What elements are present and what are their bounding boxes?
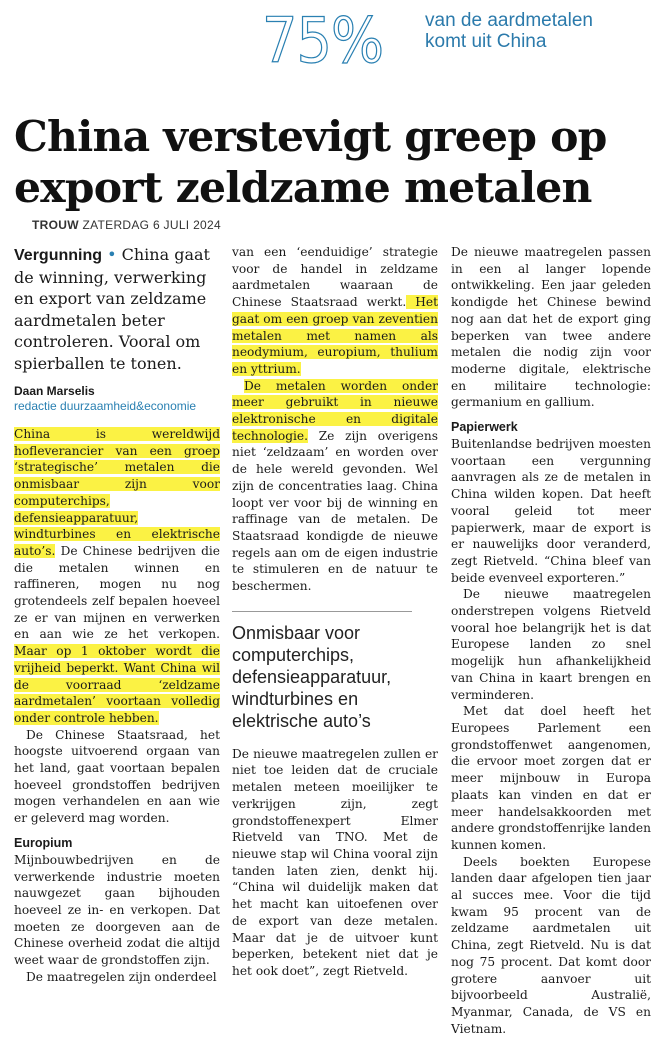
column-1	[14, 244, 220, 986]
stat-caption: van de aardmetalen komt uit China	[425, 10, 593, 52]
highlight: Maar op 1 oktober wordt die vrijheid beperkt. Want China wil de voorraad ‘zeldzame aardmetalen’ voortaan volledig onder controle hebben.	[14, 644, 220, 725]
lead-label: Vergunning	[14, 247, 102, 264]
highlight: De metalen worden onder meer gebruikt in nieuwe elektronische en digitale technologie.	[232, 378, 438, 443]
paragraph	[14, 426, 220, 727]
paragraph	[232, 244, 438, 378]
pull-quote-text: Onmisbaar voor computerchips, defensieapparatuur, windturbines en elektrische auto’s	[232, 622, 392, 731]
highlight: Het gaat om een groep van zeventien metalen met namen als neodymium, europium, thulium en yttrium.	[232, 295, 438, 376]
column-3	[451, 244, 651, 1037]
paragraph: De nieuwe maatregelen onderstrepen volgens Rietveld vooral hoe belangrijk het is dat Europese landen zo snel mogelijk hun afhankelijkheid van China in kaart brengen en verminderen.	[451, 587, 651, 702]
paragraph: De maatregelen zijn onderdeel	[26, 969, 217, 984]
paragraph: De nieuwe maatregelen zullen er niet toe leiden dat de cruciale metalen meteen moeilijker te verkrijgen zijn, zegt grondstoffenexpert Elmer Rietveld van TNO. Met de nieuwe stap wil China vooral zijn tanden laten zien, denkt hij. “China wil duidelijk maken dat het macht kan uitoefenen over de export van deze metalen. Maar dat je de uitvoer kunt beperken, betekent niet dat je het ook doet”, zegt Rietveld.	[232, 746, 438, 978]
text: De Chinese bedrijven die die metalen winnen en raffineren, mogen nu nog grotendeels zelf bepalen hoeveel ze er van mijnen en verwerken en aan wie ze het verkopen.	[14, 543, 220, 642]
paper-name: TROUW	[32, 218, 79, 232]
publication-date: ZATERDAG 6 JULI 2024	[82, 218, 221, 232]
pull-quote	[232, 611, 412, 732]
paragraph: Deels boekten Europese landen daar afgelopen tien jaar al succes mee. Voor die tijd kwam 95 procent van de zeldzame aardmetalen uit China, zegt Rietveld. Nu is dat nog 75 procent. Dat komt door grotere aanvoer uit bijvoorbeeld Australië, Myanmar, Canada, de VS en Vietnam.	[451, 854, 651, 1036]
source-line	[32, 218, 221, 232]
text: Ze zijn overigens niet ‘zeldzaam’ en worden over de hele wereld gevonden. Wel zijn de concentraties laag. China loopt ver voor bij de winning en raffinage van de metalen. De Staatsraad kondigde de nieuwe regels aan om de eigen industrie te stimuleren en de natuur te beschermen.	[232, 428, 438, 594]
lead	[14, 244, 220, 374]
paragraph: Buitenlandse bedrijven moesten voortaan een vergunning aanvragen als ze de metalen in China wilden kopen. Dat heeft vooral geleid tot meer papierwerk, maar de export is er nauwelijks door veranderd, zegt Rietveld. “China bleef van beide evenveel exporteren.”	[451, 437, 651, 585]
text: van een ‘eenduidige’ strategie voor de handel in zeldzame aardmetalen waaraan de Chinese Staatsraad werkt.	[232, 245, 438, 310]
subheading: Europium	[14, 835, 73, 850]
lead-text: China gaat de winning, verwerking en export van zeldzame aardmetalen beter controleren. Vooral om spierballen te tonen.	[14, 245, 210, 373]
desk: redactie duurzaamheid&economie	[14, 399, 197, 413]
highlight: China is wereldwijd hofleverancier van een groep ‘strategische’ metalen die onmisbaar zijn voor computerchips, defensieapparatuur, windturbines en elektrische auto’s.	[14, 427, 220, 558]
stat-number: 75%	[262, 4, 383, 77]
subheading: Papierwerk	[451, 420, 518, 435]
column-2	[232, 244, 438, 980]
paragraph: De nieuwe maatregelen passen in een al langer lopende ontwikkeling. Een jaar geleden kondigde het Chinese bewind nog aan dat het de export ging beperken van twee andere metalen die nodig zijn voor moderne digitale, elektrische en militaire technologie: germanium en gallium.	[451, 245, 651, 410]
paragraph: Met dat doel heeft het Europees Parlement een grondstoffenwet aangenomen, die ervoor moet zorgen dat er meer mijnbouw in Europa plaats kan vinden en dat er meer handelsakkoorden met andere grondstoffenrijke landen kunnen komen.	[451, 704, 651, 852]
paragraph: Mijnbouwbedrijven en de verwerkende industrie moeten nauwgezet gaan bijhouden hoeveel ze in- en verkopen. Dat moeten ze doorgeven aan de Chinese overheid zodat die altijd weet waar de grondstoffen zijn.	[14, 852, 220, 968]
paragraph	[232, 378, 438, 595]
paragraph: De Chinese Staatsraad, het hoogste uitvoerend orgaan van het land, gaat voortaan bepalen hoeveel grondstoffen bedrijven mogen verhandelen en aan wie er geleverd mag worden.	[14, 727, 220, 826]
author: Daan Marselis	[14, 384, 95, 398]
bullet-icon: •	[107, 245, 122, 264]
headline: China verstevigt greep op export zeldzame metalen	[14, 112, 607, 213]
